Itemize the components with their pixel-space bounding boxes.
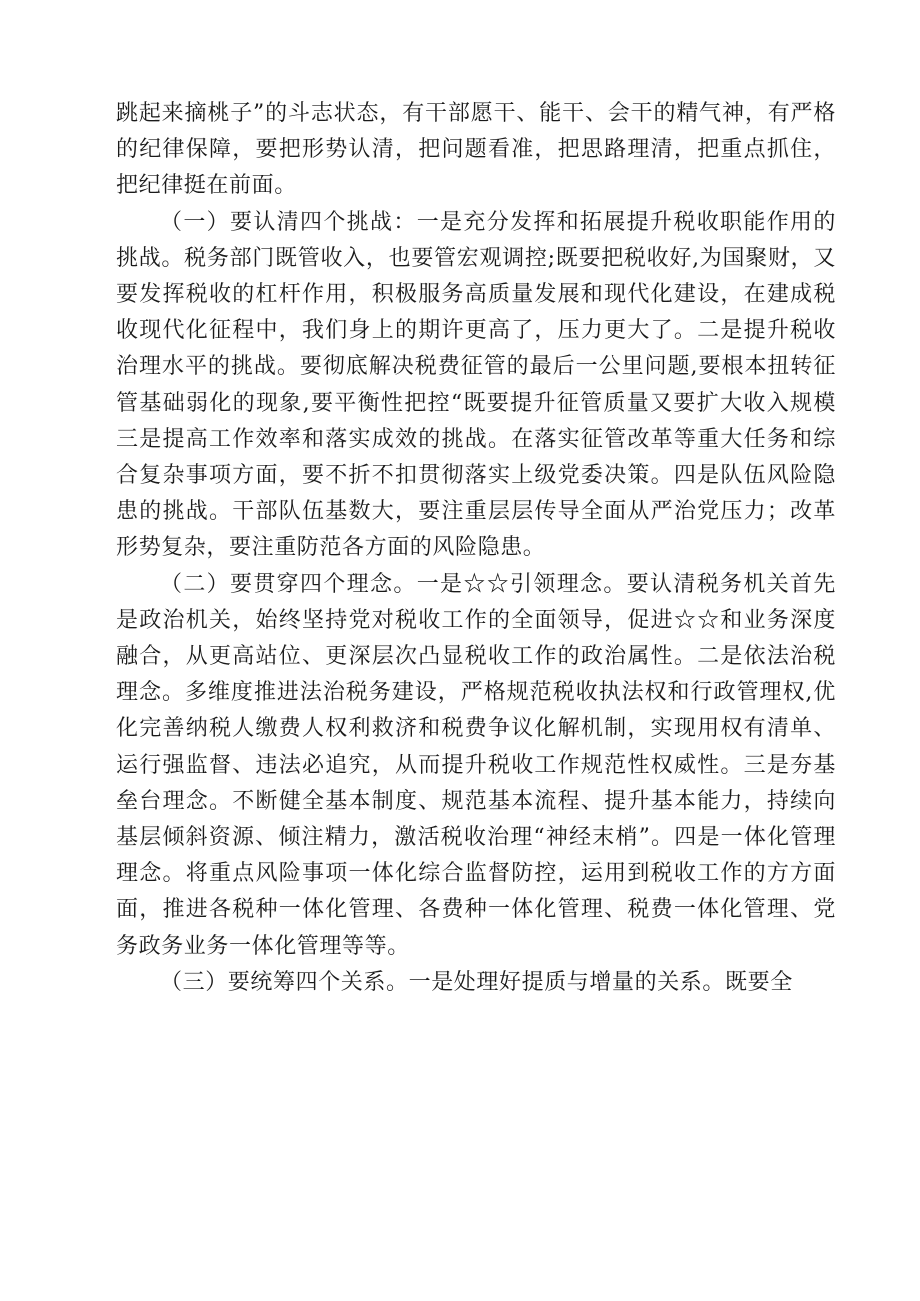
- paragraph-continuation: 跳起来摘桃子”的斗志状态，有干部愿干、能干、会干的精气神，有严格的纪律保障，要把形势认清，把问题看准，把思路理清，把重点抓住，把纪律挺在前面。: [116, 101, 836, 199]
- paragraph-four-concepts: （二）要贯穿四个理念。一是☆☆引领理念。要认清税务机关首先是政治机关，始终坚持党对税收工作的全面领导，促进☆☆和业务深度融合，从更高站位、更深层次凸显税收工作的政治属性。二是依法治税理念。多维度推进法治税务建设，严格规范税收执法权和行政管理权,优化完善纳税人缴费人权利救济和税费争议化解机制，实现用权有清单、运行强监督、违法必追究，从而提升税收工作规范性权威性。三是夯基垒台理念。不断健全基本制度、规范基本流程、提升基本能力，持续向基层倾斜资源、倾注精力，激活税收治理“神经末梢”。四是一体化管理理念。将重点风险事项一体化综合监督防控，运用到税收工作的方方面面，推进各税种一体化管理、各费种一体化管理、税费一体化管理、党务政务业务一体化管理等等。: [116, 571, 836, 959]
- paragraph-four-relations: （三）要统筹四个关系。一是处理好提质与增量的关系。既要全: [160, 969, 793, 995]
- document-body: [116, 96, 836, 1001]
- paragraph-four-challenges: （一）要认清四个挑战：一是充分发挥和拓展提升税收职能作用的挑战。税务部门既管收入，也要管宏观调控;既要把税收好,为国聚财，又要发挥税收的杠杆作用，积极服务高质量发展和现代化建设，在建成税收现代化征程中，我们身上的期许更高了，压力更大了。二是提升税收治理水平的挑战。要彻底解决税费征管的最后一公里问题,要根本扭转征管基础弱化的现象,要平衡性把控“既要提升征管质量又要扩大收入规模三是提高工作效率和落实成效的挑战。在落实征管改革等重大任务和综合复杂事项方面，要不折不扣贯彻落实上级党委决策。四是队伍风险隐患的挑战。干部队伍基数大，要注重层层传导全面从严治党压力；改革形势复杂，要注重防范各方面的风险隐患。: [116, 209, 836, 561]
